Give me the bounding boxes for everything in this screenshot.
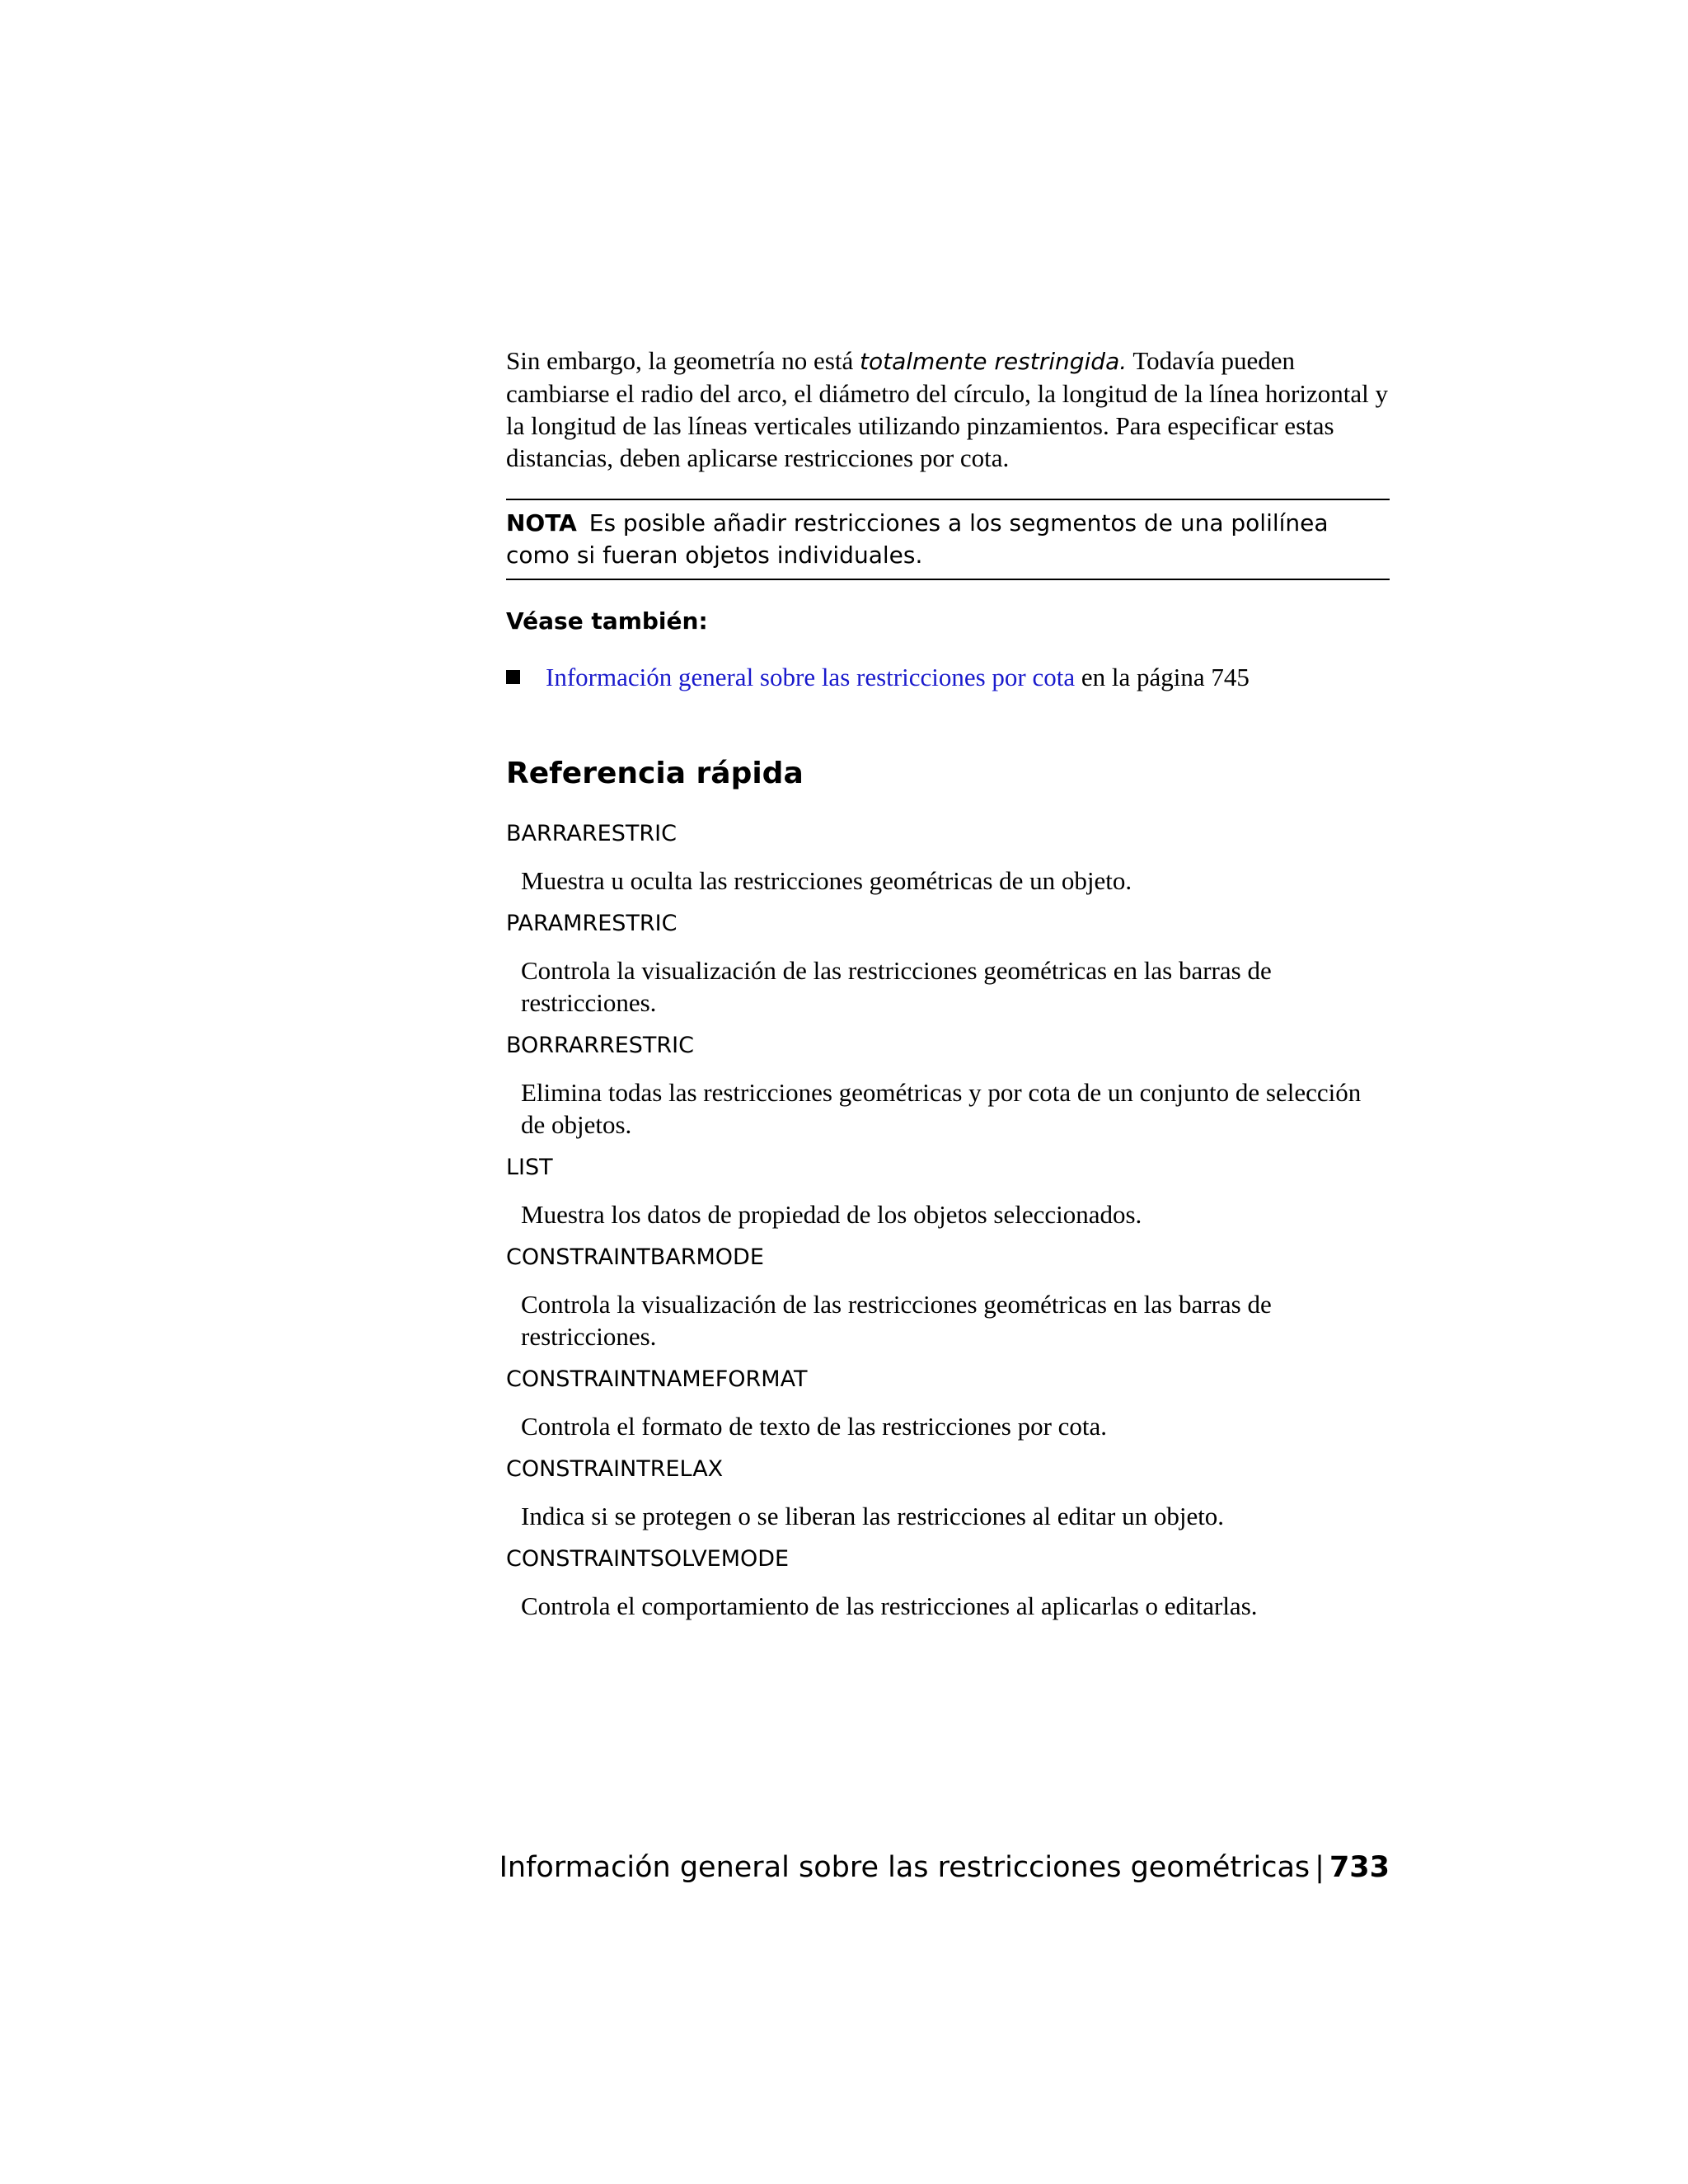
ref-term-constraintrelax: CONSTRAINTRELAX bbox=[506, 1456, 724, 1482]
ref-term-barrarestric: BARRARESTRIC bbox=[506, 821, 677, 846]
see-also-heading: Véase también: bbox=[506, 607, 708, 635]
ref-desc-constraintrelax: Indica si se protegen o se liberan las restricciones al editar un objeto. bbox=[521, 1502, 1225, 1530]
note-text: Es posible añadir restricciones a los segmentos de una polilínea como si fueran objetos individuales. bbox=[506, 509, 1329, 569]
intro-paragraph bbox=[506, 344, 1390, 474]
ref-term-borrarrestric: BORRARRESTRIC bbox=[506, 1033, 694, 1058]
ref-desc-borrarrestric: Elimina todas las restricciones geométricas y por cota de un conjunto de selección de objetos. bbox=[521, 1078, 1362, 1139]
bullet-square-icon bbox=[506, 670, 520, 684]
ref-term-constraintsolvemode: CONSTRAINTSOLVEMODE bbox=[506, 1546, 790, 1572]
note-label: NOTA bbox=[506, 509, 577, 537]
intro-text-after: Todavía pueden cambiarse el radio del arco, el diámetro del círculo, la longitud de la línea horizontal y la longitud de las líneas verticales utilizando pinzamientos. Para especificar estas distancias, deben aplicarse restricciones por cota. bbox=[506, 346, 1388, 472]
footer-section-title: Información general sobre las restricciones geométricas bbox=[499, 1851, 1311, 1884]
see-also-page-ref: en la página 745 bbox=[1075, 663, 1250, 691]
footer-separator: | bbox=[1315, 1851, 1325, 1884]
quick-reference-heading: Referencia rápida bbox=[506, 757, 804, 790]
ref-desc-constraintnameformat: Controla el formato de texto de las restricciones por cota. bbox=[521, 1412, 1108, 1441]
ref-term-list: LIST bbox=[506, 1155, 553, 1180]
ref-desc-list: Muestra los datos de propiedad de los objetos seleccionados. bbox=[521, 1200, 1142, 1229]
intro-emphasis: totalmente restringida. bbox=[860, 348, 1128, 375]
see-also-link[interactable]: Información general sobre las restricciones por cota bbox=[546, 663, 1076, 691]
ref-desc-constraintbarmode: Controla la visualización de las restricciones geométricas en las barras de restricciones. bbox=[521, 1290, 1272, 1351]
page-content bbox=[506, 344, 1390, 1622]
ref-desc-constraintsolvemode: Controla el comportamiento de las restricciones al aplicarlas o editarlas. bbox=[521, 1591, 1258, 1620]
intro-text-before: Sin embargo, la geometría no está bbox=[506, 346, 860, 375]
page-footer bbox=[499, 1849, 1390, 1886]
see-also-item-text bbox=[546, 661, 1250, 693]
page-number: 733 bbox=[1329, 1851, 1390, 1884]
ref-desc-barrarestric: Muestra u oculta las restricciones geométricas de un objeto. bbox=[521, 866, 1132, 895]
ref-term-constraintnameformat: CONSTRAINTNAMEFORMAT bbox=[506, 1366, 808, 1392]
see-also-list bbox=[506, 661, 1390, 693]
ref-term-constraintbarmode: CONSTRAINTBARMODE bbox=[506, 1244, 764, 1270]
ref-desc-paramrestric: Controla la visualización de las restricciones geométricas en las barras de restricciones. bbox=[521, 956, 1272, 1017]
see-also-item bbox=[506, 661, 1390, 693]
quick-reference-list bbox=[506, 820, 1390, 1622]
note-box bbox=[506, 499, 1390, 580]
ref-term-paramrestric: PARAMRESTRIC bbox=[506, 911, 678, 936]
